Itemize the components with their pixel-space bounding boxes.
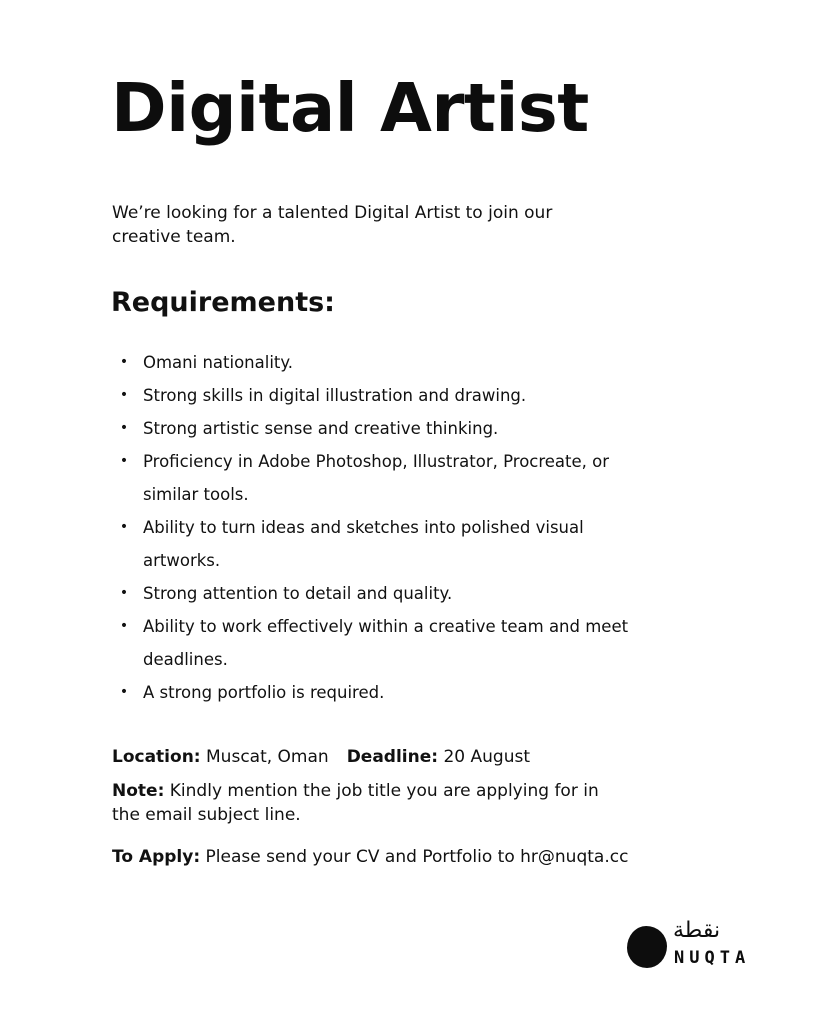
location-label: Location: (112, 747, 201, 767)
location-value: Muscat, Oman (206, 747, 329, 767)
requirement-text: A strong portfolio is required. (143, 683, 385, 702)
requirements-heading: Requirements: (111, 287, 335, 318)
list-item (119, 610, 663, 676)
note-line (112, 779, 612, 827)
bullet-icon: • (119, 420, 129, 436)
note-text: Kindly mention the job title you are applying for in the email subject line. (112, 781, 599, 825)
nuqta-logo (627, 918, 767, 972)
list-item (119, 412, 663, 445)
requirement-text: Strong artistic sense and creative thinking. (143, 419, 499, 438)
list-item (119, 676, 663, 709)
apply-label: To Apply: (112, 847, 201, 867)
intro-text: We’re looking for a talented Digital Artist to join our creative team. (112, 203, 553, 247)
list-item (119, 577, 663, 610)
note-label: Note: (112, 781, 165, 801)
requirement-text: Ability to turn ideas and sketches into polished visual artworks. (143, 518, 584, 570)
list-item (119, 379, 663, 412)
requirement-text: Strong skills in digital illustration and drawing. (143, 386, 527, 405)
requirement-text: Strong attention to detail and quality. (143, 584, 453, 603)
bullet-icon: • (119, 387, 129, 403)
bullet-icon: • (119, 354, 129, 370)
logo-latin-text: NUQTA (674, 948, 751, 968)
bullet-icon: • (119, 618, 129, 634)
deadline-label: Deadline: (346, 747, 439, 767)
list-item (119, 346, 663, 379)
logo-dot-icon (627, 926, 667, 968)
deadline-value: 20 August (443, 747, 530, 767)
bullet-icon: • (119, 585, 129, 601)
bullet-icon: • (119, 453, 129, 469)
requirements-list (119, 346, 663, 709)
requirement-text: Proficiency in Adobe Photoshop, Illustrator, Procreate, or similar tools. (143, 452, 610, 504)
page-title: Digital Artist (111, 69, 589, 147)
location-deadline-line (112, 745, 752, 769)
bullet-icon: • (119, 684, 129, 700)
apply-line (112, 845, 752, 869)
requirement-text: Omani nationality. (143, 353, 294, 372)
apply-text: Please send your CV and Portfolio to hr@nuqta.cc (205, 847, 629, 867)
list-item (119, 445, 663, 511)
list-item (119, 511, 663, 577)
requirement-text: Ability to work effectively within a creative team and meet deadlines. (143, 617, 629, 669)
logo-arabic-text: نقطة (673, 918, 721, 943)
bullet-icon: • (119, 519, 129, 535)
